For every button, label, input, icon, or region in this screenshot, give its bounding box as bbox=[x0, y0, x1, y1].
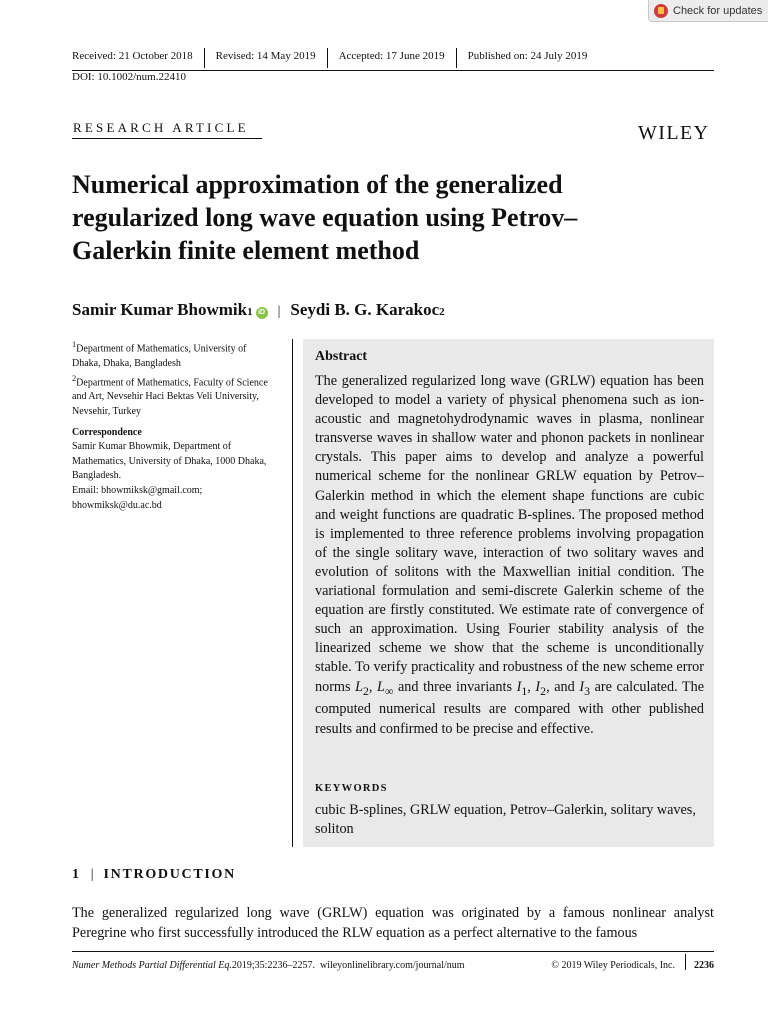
section-separator: | bbox=[90, 867, 94, 882]
section-heading bbox=[72, 867, 236, 883]
correspondence-text: Samir Kumar Bhowmik, Department of Mathematics, University of Dhaka, 1000 Dhaka, Bangladesh. bbox=[72, 441, 267, 482]
check-for-updates-label: Check for updates bbox=[673, 4, 763, 17]
section-number: 1 bbox=[72, 867, 81, 882]
article-type: RESEARCH ARTICLE bbox=[73, 120, 249, 135]
journal-url[interactable]: wileyonlinelibrary.com/journal/num bbox=[319, 959, 465, 971]
section-title: INTRODUCTION bbox=[103, 867, 236, 882]
abstract-rule bbox=[292, 339, 293, 847]
author-name[interactable]: Samir Kumar Bhowmik bbox=[72, 300, 248, 319]
author-separator: | bbox=[277, 304, 281, 319]
footer-rule bbox=[72, 951, 714, 952]
publication-dates bbox=[72, 48, 714, 71]
affiliation-2: $^2$Department of Mathematics, Faculty of Science and Art, Nevsehir Haci Bektas Veli University, Nevsehir, Turkey bbox=[72, 373, 268, 418]
abstract-text: The generalized regularized long wave (GRLW) equation has been developed to model a variety of physical phenomena such as ion-acoustic and magnetohydrodynamic waves in plasma, nonlinear transverse waves in shallow water and phonon packets in nonlinear crystals. This paper aims to develop and analyze a powerful numerical scheme for the nonlinear GRLW equation by Petrov–Galerkin method in which the element shape functions are cubic and weight functions are quadratic B-splines. The proposed method is implemented to three reference problems involving propagation of the single solitary wave, interaction of two solitary waves and evolution of solitons with the Maxwellian initial condition. The variational formulation and semi-discrete Galerkin scheme of the equation are firstly constituted. We estimate rate of convergence of such an approximation. Using Fourier stability analysis of the linearized scheme we show that the scheme is unconditionally stable. To verify practicality and robustness of the new scheme error norms $L_2$, $L_\infty$ and three invariants $I_1$, $I_2$, and $I_3$ are calculated. The computed numerical results are compared with other published results and confirmed to be precise and effective. bbox=[315, 373, 704, 737]
doi[interactable]: DOI: 10.1002/num.22410 bbox=[72, 71, 186, 83]
copyright: © 2019 Wiley Periodicals, Inc. bbox=[551, 959, 675, 971]
page-number: 2236 bbox=[694, 959, 714, 971]
publisher-logo: WILEY bbox=[638, 122, 710, 144]
paper-title: Numerical approximation of the generalized regularized long wave equation using Petrov–Galerkin finite element method bbox=[72, 170, 578, 265]
affiliations bbox=[72, 338, 272, 513]
correspondence-heading: Correspondence bbox=[72, 426, 142, 438]
published-date: Published on: 24 July 2019 bbox=[467, 50, 588, 62]
divider bbox=[685, 954, 686, 970]
correspondence-email[interactable]: Email: bhowmiksk@gmail.com; bhowmiksk@du.ac.bd bbox=[72, 485, 203, 511]
affiliation-marker: 2 bbox=[439, 306, 445, 318]
article-type-underline bbox=[72, 138, 262, 139]
journal-name: Numer Methods Partial Differential Eq. bbox=[72, 959, 232, 971]
affiliation-1: $^1$Department of Mathematics, University of Dhaka, Dhaka, Bangladesh bbox=[72, 340, 247, 369]
keywords-list: cubic B-splines, GRLW equation, Petrov–Galerkin, solitary waves, soliton bbox=[315, 802, 696, 837]
author-name[interactable]: Seydi B. G. Karakoc bbox=[290, 300, 440, 319]
bookmark-icon bbox=[654, 4, 668, 18]
page-footer bbox=[72, 957, 714, 973]
accepted-date: Accepted: 17 June 2019 bbox=[338, 50, 445, 62]
orcid-icon[interactable]: iD bbox=[256, 307, 268, 319]
revised-date: Revised: 14 May 2019 bbox=[215, 50, 316, 62]
citation: 2019;35:2236–2257. bbox=[231, 959, 315, 971]
keywords-heading: KEYWORDS bbox=[315, 783, 388, 794]
affiliation-marker: 1 bbox=[247, 306, 253, 318]
author-list bbox=[72, 300, 445, 320]
received-date: Received: 21 October 2018 bbox=[72, 50, 193, 62]
abstract-heading: Abstract bbox=[315, 349, 368, 364]
check-for-updates-button[interactable] bbox=[648, 0, 768, 22]
intro-paragraph: The generalized regularized long wave (GRLW) equation was originated by a famous nonlinear analyst Peregrine who first successfully introduced the RLW equation as a perfect alternative to the famous bbox=[72, 905, 714, 941]
